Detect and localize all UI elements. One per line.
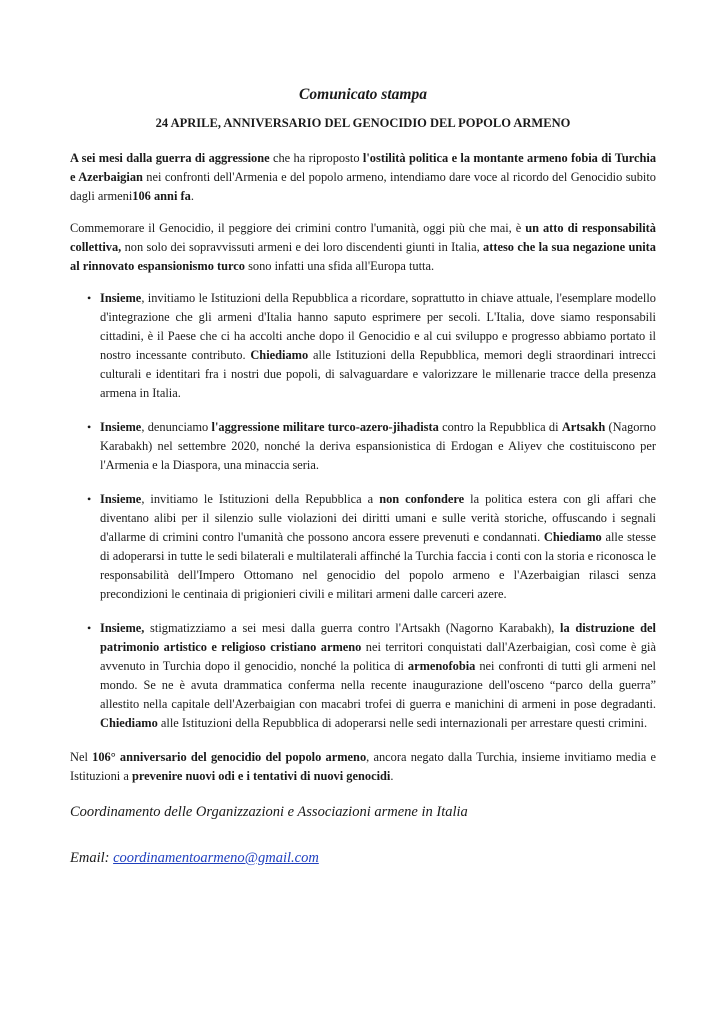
b3-bold-5: Chiediamo bbox=[543, 530, 602, 544]
para2-text-5: sono infatti una sfida all'Europa tutta. bbox=[244, 259, 435, 273]
list-item bbox=[70, 289, 656, 403]
closing-paragraph bbox=[70, 748, 656, 786]
b2-text-4: contro la Repubblica di bbox=[438, 420, 562, 434]
signature: Coordinamento delle Organizzazioni e Associazioni armene in Italia bbox=[70, 804, 468, 820]
para2-text-3: non solo dei sopravvissuti armeni e dei loro discendenti giunti in Italia, bbox=[121, 240, 484, 254]
intro-bold-3: l'ostilità politica e la montante armeno fobia di Turchia e Azerbaigian bbox=[70, 151, 657, 184]
b4-bold-5: armenofobia bbox=[407, 659, 476, 673]
intro-text-6: . bbox=[190, 189, 194, 203]
intro-text-2: che ha riproposto bbox=[269, 151, 363, 165]
b4-bold-7: Chiediamo bbox=[100, 716, 158, 730]
b4-text-4: nei territori conquistati dall'Azerbaigian, così come è già avvenuto in Turchia dopo il genocidio, nonché la politica di bbox=[100, 640, 656, 673]
closing-bold-2: 106° anniversario del genocidio del popolo armeno bbox=[92, 750, 367, 764]
bullet-icon: • bbox=[87, 492, 92, 506]
b3-bold-1: Insieme bbox=[100, 492, 142, 506]
closing-text-5: . bbox=[390, 769, 394, 783]
b1-text-4: alle Istituzioni della Repubblica, memori degli straordinari intrecci culturali e identitari fra i nostri due popoli, di salvaguardare e valorizzare le millenarie tracce della presenza armena in Italia. bbox=[100, 348, 656, 400]
b1-bold-1: Insieme bbox=[100, 291, 142, 305]
email-link[interactable]: coordinamentoarmeno@gmail.com bbox=[113, 850, 319, 866]
b4-text-2: stigmatizziamo a sei mesi dalla guerra contro l'Artsakh (Nagorno Karabakh), bbox=[144, 621, 561, 635]
bullet-icon: • bbox=[87, 420, 92, 434]
closing-text-1: Nel bbox=[70, 750, 93, 764]
b4-bold-3: la distruzione del patrimonio artistico e religioso cristiano armeno bbox=[100, 621, 656, 654]
list-item bbox=[70, 418, 656, 475]
b4-text-6: nei confronti di tutti gli armeni nel mondo. Se ne è avuta drammatica conferma nella recente inaugurazione dell'osceno “parco della guerra” allestito nella capitale dell'Azerbaigian con macabri trofei di guerra e manichini di armeni in pose degradanti. bbox=[100, 659, 656, 711]
email-line bbox=[70, 850, 319, 867]
b3-text-6: alle stesse di adoperarsi in tutte le sedi bilaterali e multilaterali affinché la Turchia faccia i conti con la storia e riconosca le responsabilità dell'Impero Ottomano nel genocidio del popolo armeno e l'Azerbaigian rilasci senza precondizioni le centinaia di prigionieri civili e militari armeni dalle carceri azere. bbox=[100, 530, 656, 601]
b2-text-6: (Nagorno Karabakh) nel settembre 2020, nonché la deriva espansionistica di Erdogan e Aliyev che costituiscono per l'Armenia e la Diaspora, una minaccia seria. bbox=[100, 420, 656, 472]
bullet-icon: • bbox=[87, 291, 92, 305]
list-item bbox=[70, 490, 656, 604]
closing-text-3: , ancora negato dalla Turchia, insieme invitiamo media e Istituzioni a bbox=[70, 750, 656, 783]
b2-text-2: , denunciamo bbox=[141, 420, 212, 434]
list-item bbox=[70, 619, 656, 733]
b2-bold-1: Insieme bbox=[100, 420, 142, 434]
bullet-list bbox=[70, 289, 656, 733]
closing-bold-4: prevenire nuovi odi e i tentativi di nuovi genocidi bbox=[131, 769, 391, 783]
para2-text-1: Commemorare il Genocidio, il peggiore dei crimini contro l'umanità, oggi più che mai, è bbox=[70, 221, 526, 235]
b1-bold-3: Chiediamo bbox=[250, 348, 309, 362]
b2-bold-5: Artsakh bbox=[561, 420, 606, 434]
b1-text-2: , invitiamo le Istituzioni della Repubblica a ricordare, soprattutto in chiave attuale, l'esemplare modello d'integrazione che gli armeni d'Italia hanno saputo esprimere per secoli. L'Italia, dove siamo responsabili cittadini, è il Paese che ci ha accolti anche dopo il Genocidio e al cui sviluppo e progresso abbiamo portato il nostro incessante contributo. bbox=[100, 291, 656, 362]
intro-text-4: nei confronti dell'Armenia e del popolo armeno, intendiamo dare voce al ricordo del Genocidio subito dagli armeni bbox=[70, 170, 656, 203]
b3-text-4: la politica estera con gli affari che diventano alibi per il silenzio sulle violazioni dei diritti umani e sulle verità storiche, offuscando i segnali d'allarme di crimini contro l'umanità che possono ancora essere prevenuti e condannati. bbox=[100, 492, 656, 544]
page-subtitle: 24 APRILE, ANNIVERSARIO DEL GENOCIDIO DEL POPOLO ARMENO bbox=[155, 116, 571, 130]
b2-bold-3: l'aggressione militare turco-azero-jihadista bbox=[211, 420, 439, 434]
intro-bold-1: A sei mesi dalla guerra di aggressione bbox=[70, 151, 270, 165]
para2-bold-4: atteso che la sua negazione unita al rinnovato espansionismo turco bbox=[70, 240, 656, 273]
para2-bold-2: un atto di responsabilità collettiva, bbox=[70, 221, 656, 254]
b3-bold-3: non confondere bbox=[379, 492, 465, 506]
email-label: Email: bbox=[70, 850, 114, 866]
b3-text-2: , invitiamo le Istituzioni della Repubblica a bbox=[141, 492, 380, 506]
intro-bold-5: 106 anni fa bbox=[132, 189, 191, 203]
intro-paragraph bbox=[70, 149, 656, 206]
document-page bbox=[70, 86, 657, 866]
second-paragraph bbox=[70, 219, 656, 276]
b4-text-8: alle Istituzioni della Repubblica di adoperarsi nelle sedi internazionali per arrestare questi crimini. bbox=[157, 716, 648, 730]
page-title: Comunicato stampa bbox=[299, 86, 427, 103]
b4-bold-1: Insieme, bbox=[100, 621, 145, 635]
bullet-icon: • bbox=[87, 621, 92, 635]
